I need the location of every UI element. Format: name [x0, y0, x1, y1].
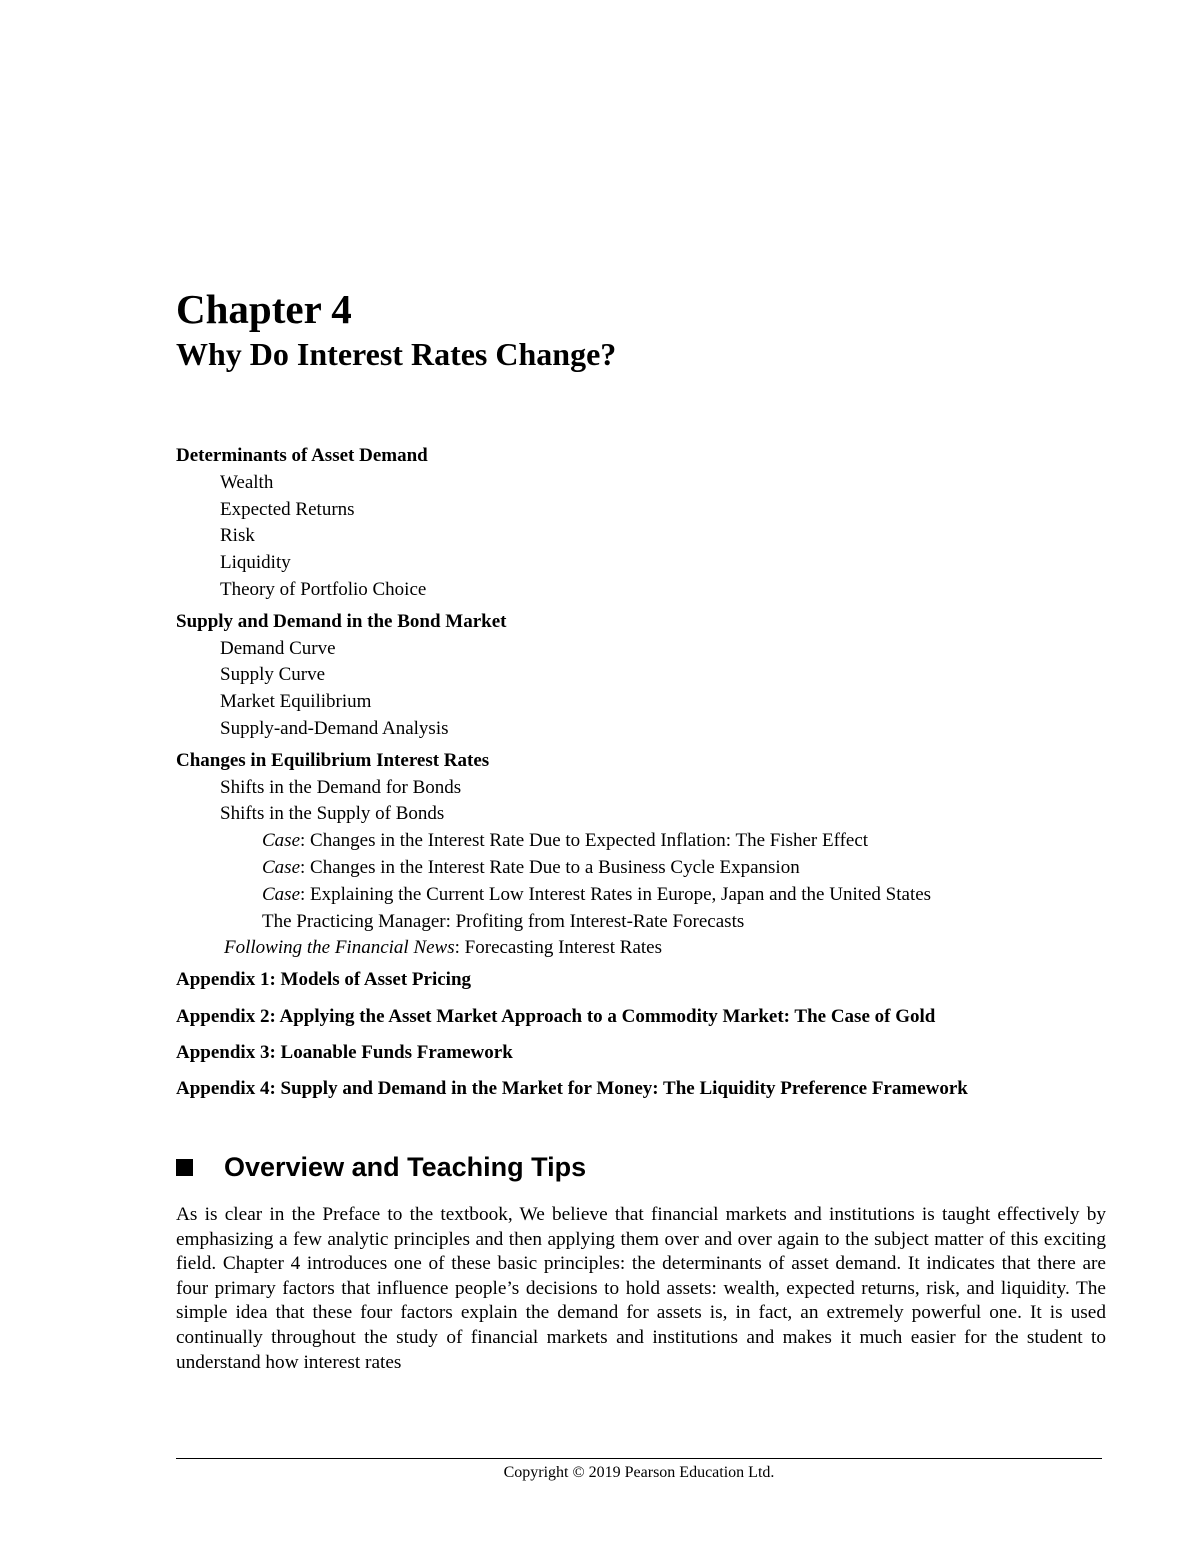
- section-heading-asset-demand: Determinants of Asset Demand: [176, 445, 428, 466]
- section-heading-bond-market: Supply and Demand in the Bond Market: [176, 610, 507, 632]
- overview-heading-text: Overview and Teaching Tips: [224, 1152, 587, 1182]
- square-bullet-icon: [176, 1159, 193, 1176]
- section-heading-equilibrium-rates: Changes in Equilibrium Interest Rates: [176, 749, 490, 771]
- outline-item: Wealth: [220, 471, 274, 493]
- appendix-1: Appendix 1: Models of Asset Pricing: [176, 969, 472, 991]
- footer-copyright: Copyright © 2019 Pearson Education Ltd.: [503, 1464, 775, 1481]
- outline-item: Market Equilibrium: [220, 691, 372, 713]
- outline-item: Shifts in the Demand for Bonds: [220, 776, 462, 798]
- overview-paragraph: As is clear in the Preface to the textbook, We believe that financial markets and institutions is taught effectively by emphasizing a few analytic principles and then applying them over and over again to the subject matter of this exciting field. Chapter 4 introduces one of these basic principles: the determinants of asset demand. It indicates that there are four primary factors that influence people’s decisions to hold assets: wealth, expected returns, risk, and liquidity. The simple idea that these four factors explain the demand for assets is, in fact, an extremely powerful one. It is used continually throughout the study of financial markets and institutions and makes it much easier for the student to understand how interest rates: [176, 1204, 1106, 1373]
- outline-item: Expected Returns: [220, 498, 355, 520]
- appendix-3: Appendix 3: Loanable Funds Framework: [176, 1041, 513, 1063]
- case-item: [176, 855, 1136, 882]
- case-item: [176, 828, 1136, 855]
- case-label: Case: [262, 830, 300, 852]
- financial-news-label: Following the Financial News: [224, 937, 455, 959]
- outline-item: Shifts in the Supply of Bonds: [220, 803, 445, 825]
- case-item: [176, 882, 1136, 909]
- case-label: Case: [262, 856, 300, 878]
- practicing-manager-item: The Practicing Manager: Profiting from Interest-Rate Forecasts: [262, 910, 745, 932]
- outline-item: Risk: [220, 525, 255, 547]
- case-label: Case: [262, 883, 300, 905]
- outline-item: Theory of Portfolio Choice: [220, 578, 427, 600]
- outline-item: Demand Curve: [220, 637, 336, 659]
- outline-item: Supply Curve: [220, 664, 326, 686]
- footer-divider: [176, 1458, 1102, 1459]
- case-text: : Explaining the Current Low Interest Rates in Europe, Japan and the United States: [300, 883, 932, 905]
- financial-news-text: : Forecasting Interest Rates: [454, 937, 662, 959]
- overview-heading: [176, 1149, 586, 1185]
- chapter-number: Chapter 4: [176, 286, 352, 332]
- case-text: : Changes in the Interest Rate Due to a Business Cycle Expansion: [300, 856, 800, 878]
- chapter-outline: [176, 443, 1136, 1103]
- appendix-2: Appendix 2: Applying the Asset Market Approach to a Commodity Market: The Case of Gold: [176, 1005, 936, 1027]
- outline-item: Liquidity: [220, 552, 291, 574]
- appendix-4: Appendix 4: Supply and Demand in the Market for Money: The Liquidity Preference Framework: [176, 1078, 968, 1100]
- financial-news-item: [176, 935, 1136, 962]
- outline-item: Supply-and-Demand Analysis: [220, 717, 449, 739]
- chapter-title: Why Do Interest Rates Change?: [176, 336, 617, 372]
- case-text: : Changes in the Interest Rate Due to Expected Inflation: The Fisher Effect: [300, 830, 869, 852]
